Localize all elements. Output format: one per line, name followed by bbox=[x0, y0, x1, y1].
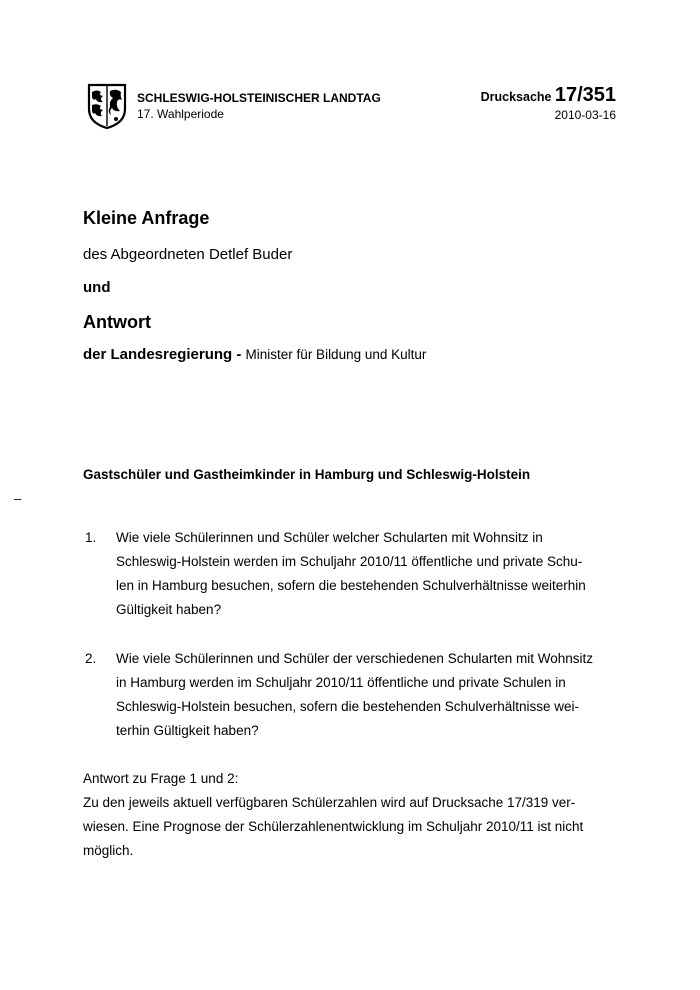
answer-line: möglich. bbox=[83, 843, 134, 858]
question-line: terhin Gültigkeit haben? bbox=[116, 723, 259, 738]
legislative-period: 17. Wahlperiode bbox=[137, 107, 224, 121]
answer-line: Zu den jeweils aktuell verfügbaren Schülerzahlen wird auf Drucksache 17/319 ver- bbox=[83, 795, 576, 810]
question-item bbox=[83, 647, 623, 743]
question-line: len in Hamburg besuchen, sofern die bestehenden Schulverhältnisse weiterhin bbox=[116, 578, 586, 593]
answer-block bbox=[83, 767, 623, 863]
question-line: Schleswig-Holstein werden im Schuljahr 2010/11 öffentliche und private Schu- bbox=[116, 554, 583, 569]
question-number: 1. bbox=[85, 530, 97, 545]
question-line: Wie viele Schülerinnen und Schüler welcher Schularten mit Wohnsitz in bbox=[116, 530, 543, 545]
question-line: in Hamburg werden im Schuljahr 2010/11 öffentliche und private Schulen in bbox=[116, 675, 566, 690]
question-line: Gültigkeit haben? bbox=[116, 602, 222, 617]
subject-line: Gastschüler und Gastheimkinder in Hamburg und Schleswig-Holstein bbox=[83, 467, 531, 482]
und-line: und bbox=[83, 279, 111, 296]
parliament-name: SCHLESWIG-HOLSTEINISCHER LANDTAG bbox=[137, 91, 381, 105]
coat-of-arms-logo bbox=[87, 83, 127, 129]
deputy-line: des Abgeordneten Detlef Buder bbox=[83, 246, 293, 263]
answer-heading: Antwort zu Frage 1 und 2: bbox=[83, 771, 239, 786]
government-line bbox=[83, 346, 426, 363]
question-item bbox=[83, 526, 623, 622]
question-number: 2. bbox=[85, 651, 97, 666]
margin-dash: – bbox=[14, 491, 22, 506]
answer-line: wiesen. Eine Prognose der Schülerzahlenentwicklung im Schuljahr 2010/11 ist nicht bbox=[83, 819, 584, 834]
minister-label: Minister für Bildung und Kultur bbox=[245, 347, 427, 362]
heading-antwort: Antwort bbox=[83, 312, 151, 332]
document-date: 2010-03-16 bbox=[554, 108, 616, 122]
heading-kleine-anfrage: Kleine Anfrage bbox=[83, 208, 210, 228]
header-left bbox=[137, 90, 381, 122]
question-line: Schleswig-Holstein besuchen, sofern die bestehenden Schulverhältnisse wei- bbox=[116, 699, 580, 714]
government-label: der Landesregierung - bbox=[83, 346, 242, 363]
question-line: Wie viele Schülerinnen und Schüler der verschiedenen Schularten mit Wohnsitz bbox=[116, 651, 594, 666]
header-right bbox=[481, 83, 616, 123]
drucksache-number: 17/351 bbox=[554, 84, 616, 106]
drucksache-label: Drucksache bbox=[480, 90, 552, 104]
